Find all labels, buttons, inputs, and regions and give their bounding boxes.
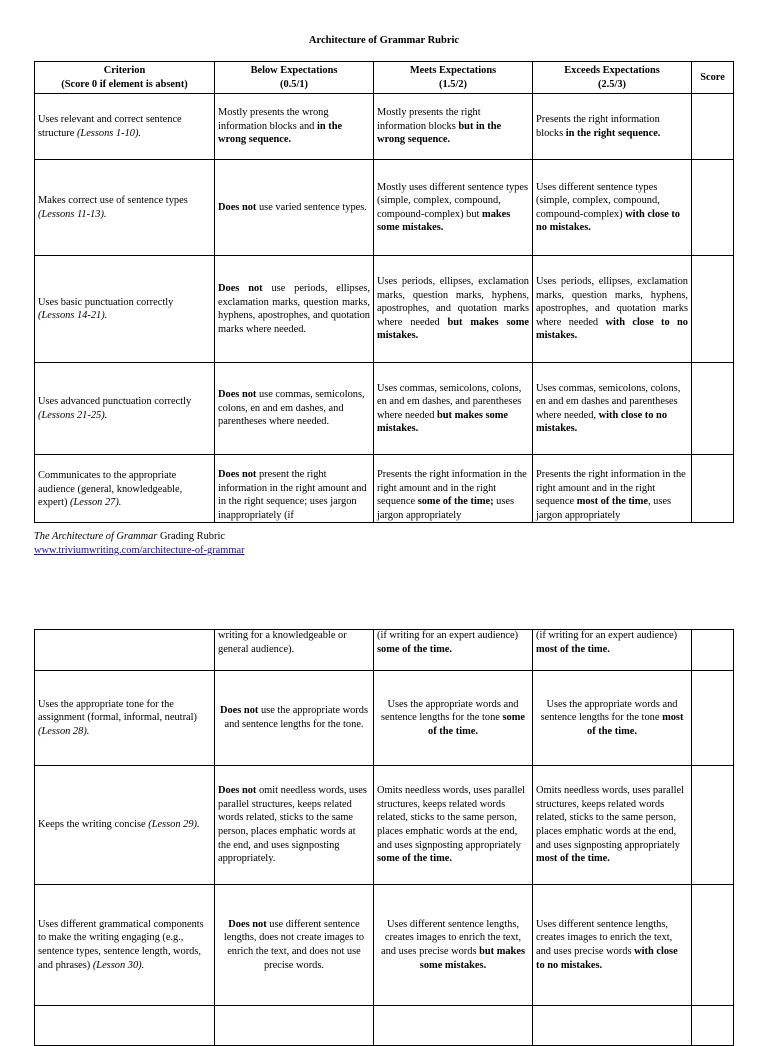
criterion-cell [35,630,215,671]
below-cell [215,1006,374,1046]
criterion-cell: Makes correct use of sentence types (Lessons 11-13). [35,160,215,256]
score-cell[interactable] [692,885,734,1006]
below-cell: Does not use varied sentence types. [215,160,374,256]
exceeds-cell: Omits needless words, uses parallel structures, keeps related words related, sticks to the same person, places emphatic words at the end, and uses signposting appropriately most of the time. [533,766,692,885]
exceeds-cell: Presents the right information in the right amount and in the right sequence most of the time, uses jargon appropriately [533,455,692,523]
score-cell[interactable] [692,256,734,363]
footer-title: The Architecture of Grammar Grading Rubric [34,531,225,542]
header-row [35,62,734,94]
table-row [35,766,734,885]
meets-cell: Mostly uses different sentence types (simple, complex, compound, compound-complex) but makes some mistakes. [374,160,533,256]
criterion-cell: Communicates to the appropriate audience (general, knowledgeable, expert) (Lesson 27). [35,455,215,523]
score-cell[interactable] [692,671,734,766]
below-cell: Does not omit needless words, uses parallel structures, keeps related words related, sticks to the same person, places emphatic words at the end, and uses signposting appropriately. [215,766,374,885]
table-row [35,160,734,256]
score-cell[interactable] [692,363,734,455]
table-row [35,363,734,455]
meets-cell: Omits needless words, uses parallel structures, keeps related words related, sticks to the same person, places emphatic words at the end, and uses signposting appropriately some of the time. [374,766,533,885]
below-cell: Does not use the appropriate words and sentence lengths for the tone. [215,671,374,766]
table-row [35,455,734,523]
header-score: Score [692,62,734,94]
rubric-table-page-1 [34,61,734,523]
score-cell[interactable] [692,160,734,256]
below-cell: Does not use commas, semicolons, colons, en and em dashes, and parentheses where needed. [215,363,374,455]
criterion-cell: Uses the appropriate tone for the assignment (formal, informal, neutral) (Lesson 28). [35,671,215,766]
below-cell: Does not present the right information in the right amount and in the right sequence; uses jargon inappropriately (if [215,455,374,523]
meets-cell [374,1006,533,1046]
score-cell[interactable] [692,94,734,160]
criterion-cell: Uses different grammatical components to make the writing engaging (e.g., sentence types, sentence length, words, and phrases) (Lesson 30). [35,885,215,1006]
header-criterion: Criterion (Score 0 if element is absent) [35,62,215,94]
exceeds-cell: Uses periods, ellipses, exclamation marks, question marks, hyphens, apostrophes, and quotation marks where needed with close to no mistakes. [533,256,692,363]
criterion-cell: Uses basic punctuation correctly (Lessons 14-21). [35,256,215,363]
meets-cell: Uses commas, semicolons, colons, en and em dashes, and parentheses where needed but makes some mistakes. [374,363,533,455]
criterion-cell [35,1006,215,1046]
table-row [35,671,734,766]
exceeds-cell: Presents the right information blocks in the right sequence. [533,94,692,160]
footer-link[interactable]: www.triviumwriting.com/architecture-of-grammar [34,545,245,557]
header-meets: Meets Expectations (1.5/2) [374,62,533,94]
table-row [35,256,734,363]
table-row [35,94,734,160]
below-cell: Does not use different sentence lengths, does not create images to enrich the text, and does not use precise words. [215,885,374,1006]
meets-cell: (if writing for an expert audience) some of the time. [374,630,533,671]
exceeds-cell: Uses different sentence lengths, creates images to enrich the text, and uses precise words with close to no mistakes. [533,885,692,1006]
meets-cell: Uses the appropriate words and sentence lengths for the tone some of the time. [374,671,533,766]
table-row [35,1006,734,1046]
table-row [35,630,734,671]
criterion-cell: Uses relevant and correct sentence structure (Lessons 1-10). [35,94,215,160]
exceeds-cell: Uses commas, semicolons, colons, en and em dashes and parentheses where needed, with close to no mistakes. [533,363,692,455]
score-cell[interactable] [692,455,734,523]
below-cell: Mostly presents the wrong information blocks and in the wrong sequence. [215,94,374,160]
criterion-cell: Keeps the writing concise (Lesson 29). [35,766,215,885]
score-cell[interactable] [692,766,734,885]
exceeds-cell: Uses different sentence types (simple, complex, compound, compound-complex) with close to no mistakes. [533,160,692,256]
rubric-title: Architecture of Grammar Rubric [308,35,460,46]
header-exceeds: Exceeds Expectations (2.5/3) [533,62,692,94]
below-cell: writing for a knowledgeable or general audience). [215,630,374,671]
rubric-table-page-2 [34,629,734,1046]
score-cell[interactable] [692,630,734,671]
score-cell[interactable] [692,1006,734,1046]
meets-cell: Mostly presents the right information blocks but in the wrong sequence. [374,94,533,160]
exceeds-cell: (if writing for an expert audience) most of the time. [533,630,692,671]
meets-cell: Uses different sentence lengths, creates images to enrich the text, and uses precise words but makes some mistakes. [374,885,533,1006]
exceeds-cell: Uses the appropriate words and sentence lengths for the tone most of the time. [533,671,692,766]
meets-cell: Uses periods, ellipses, exclamation marks, question marks, hyphens, apostrophes, and quotation marks where needed but makes some mistakes. [374,256,533,363]
criterion-cell: Uses advanced punctuation correctly (Lessons 21-25). [35,363,215,455]
header-below: Below Expectations (0.5/1) [215,62,374,94]
table-row [35,885,734,1006]
page-footer [34,530,245,558]
meets-cell: Presents the right information in the right amount and in the right sequence some of the time; uses jargon appropriately [374,455,533,523]
exceeds-cell [533,1006,692,1046]
below-cell: Does not use periods, ellipses, exclamation marks, question marks, hyphens, apostrophes, and quotation marks where needed. [215,256,374,363]
